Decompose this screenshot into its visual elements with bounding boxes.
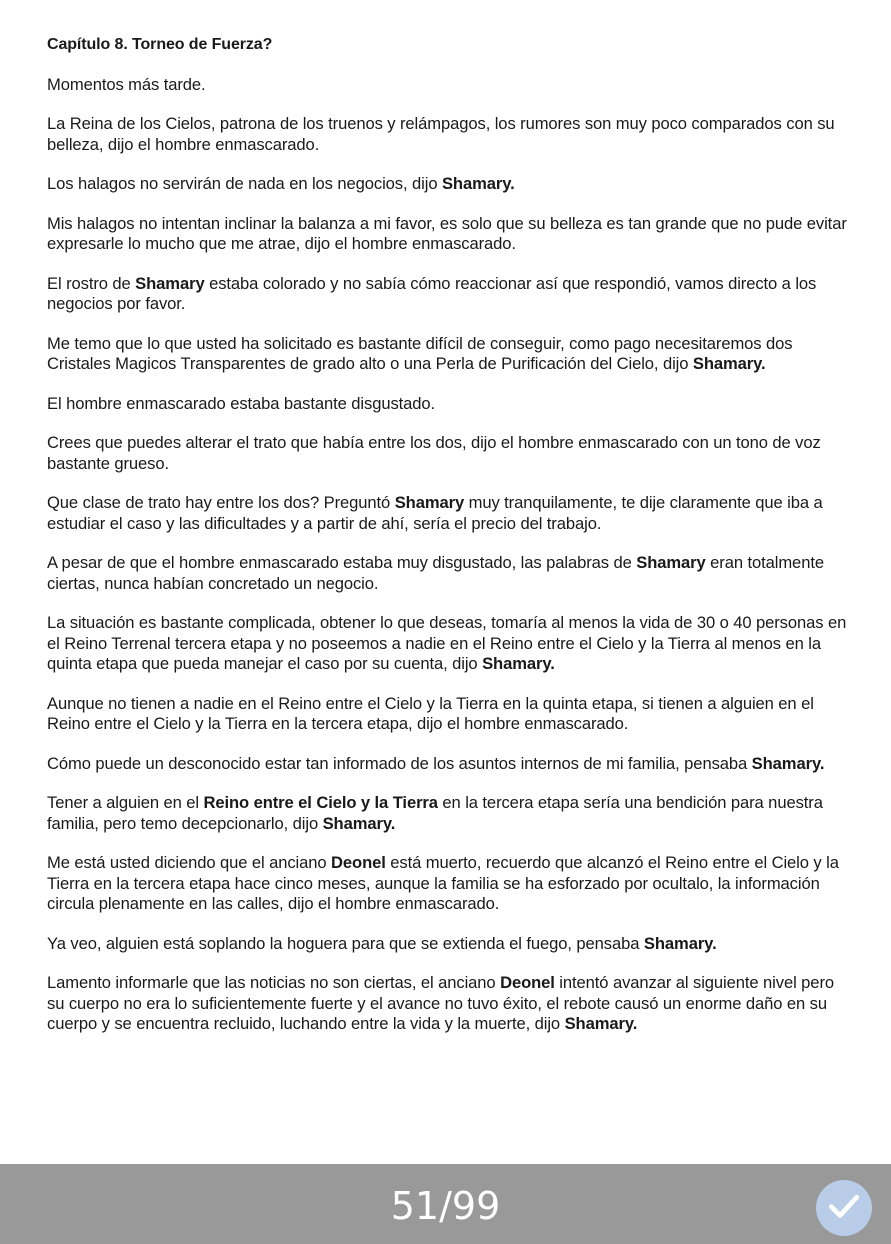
text-run: eran totalmente ciertas, nunca habían concretado un negocio.: [47, 553, 824, 593]
reader-footer: [0, 1164, 891, 1244]
bold-text: Shamary.: [322, 813, 396, 833]
chapter-text: [47, 75, 847, 1035]
text-run: intentó avanzar al siguiente nivel pero su cuerpo no era lo suficientemente fuerte y el avance no tuvo éxito, el rebote causó un enorme daño en su cuerpo y se encuentra recluido, luchando entre la vida y la muerte, dijo: [47, 973, 834, 1033]
text-run: Cómo puede un desconocido estar tan informado de los asuntos internos de mi familia, pensaba: [47, 753, 752, 773]
text-run: Me está usted diciendo que el anciano: [47, 853, 332, 872]
text-run: Me temo que lo que usted ha solicitado es bastante difícil de conseguir, como pago necesitaremos dos Cristales Magicos Transparentes de grado alto o una Perla de Purificación del Cielo, dijo: [47, 333, 793, 373]
chapter-title: Capítulo 8. Torneo de Fuerza?: [47, 36, 273, 53]
bold-text: Deonel: [331, 853, 386, 872]
page-counter: 51/99: [390, 1184, 501, 1228]
text-run: Lamento informarle que las noticias no son ciertas, el anciano: [47, 973, 501, 992]
paragraph: [47, 274, 847, 315]
text-run: Los halagos no servirán de nada en los negocios, dijo: [47, 174, 442, 193]
text-run: Ya veo, alguien está soplando la hoguera para que se extienda el fuego, pensaba: [47, 933, 644, 953]
paragraph: [47, 114, 847, 155]
text-run: El hombre enmascarado estaba bastante disgustado.: [47, 393, 436, 413]
bold-text: Shamary: [135, 273, 205, 293]
paragraph: [47, 214, 847, 255]
paragraph: [47, 793, 847, 834]
text-run: Aunque no tienen a nadie en el Reino entre el Cielo y la Tierra en la quinta etapa, si tienen a alguien en el Reino entre el Cielo y la Tierra en la tercera etapa, dijo el hombre enmascarado.: [47, 693, 814, 733]
paragraph: [47, 754, 847, 775]
text-run: El rostro de: [47, 273, 136, 293]
bold-text: Shamary.: [482, 654, 555, 673]
bold-text: Shamary.: [643, 933, 717, 953]
paragraph: [47, 853, 847, 915]
text-run: está muerto, recuerdo que alcanzó el Reino entre el Cielo y la Tierra en la tercera etapa hace cinco meses, aunque la familia se ha esforzado por ocultalo, la información circula plenamente en las calles, dijo el hombre enmascarado.: [47, 853, 839, 913]
paragraph: [47, 973, 847, 1035]
check-icon: [825, 1187, 863, 1230]
paragraph: [47, 694, 847, 735]
text-run: en la tercera etapa sería una bendición para nuestra familia, pero temo decepcionarlo, dijo: [47, 793, 823, 833]
paragraph: [47, 613, 847, 675]
bold-text: Shamary: [394, 493, 465, 512]
text-run: Momentos más tarde.: [47, 74, 206, 94]
text-run: Crees que puedes alterar el trato que había entre los dos, dijo el hombre enmascarado con un tono de voz bastante grueso.: [47, 433, 821, 473]
mark-read-button[interactable]: [816, 1180, 872, 1236]
text-run: Mis halagos no intentan inclinar la balanza a mi favor, es solo que su belleza es tan grande que no pude evitar expresarle lo mucho que me atrae, dijo el hombre enmascarado.: [47, 213, 847, 253]
text-run: estaba colorado y no sabía cómo reaccionar así que respondió, vamos directo a los negocios por favor.: [47, 273, 817, 313]
paragraph: [47, 334, 847, 375]
reader-page: [47, 35, 847, 1054]
paragraph: [47, 75, 847, 96]
paragraph: [47, 433, 847, 474]
bold-text: Deonel: [500, 973, 555, 992]
bold-text: Reino entre el Cielo y la Tierra: [203, 793, 438, 812]
text-run: muy tranquilamente, te dije claramente que iba a estudiar el caso y las dificultades y a partir de ahí, sería el precio del trabajo.: [47, 493, 823, 533]
text-run: La situación es bastante complicada, obtener lo que deseas, tomaría al menos la vida de 30 o 40 personas en el Reino Terrenal tercera etapa y no poseemos a nadie en el Reino entre el Cielo y la Tierra al menos en la quinta etapa que pueda manejar el caso por su cuenta, dijo: [47, 613, 847, 673]
bold-text: Shamary.: [441, 174, 515, 193]
text-run: La Reina de los Cielos, patrona de los truenos y relámpagos, los rumores son muy poco comparados con su belleza, dijo el hombre enmascarado.: [47, 114, 835, 154]
paragraph: [47, 553, 847, 594]
bold-text: Shamary.: [564, 1014, 638, 1033]
paragraph: [47, 493, 847, 534]
paragraph: [47, 934, 847, 955]
bold-text: Shamary: [636, 553, 706, 572]
paragraph: [47, 394, 847, 415]
text-run: A pesar de que el hombre enmascarado estaba muy disgustado, las palabras de: [47, 553, 637, 572]
bold-text: Shamary.: [751, 753, 825, 773]
text-run: Tener a alguien en el: [47, 793, 204, 812]
text-run: Que clase de trato hay entre los dos? Preguntó: [47, 493, 395, 512]
paragraph: [47, 174, 847, 195]
bold-text: Shamary.: [692, 354, 766, 373]
